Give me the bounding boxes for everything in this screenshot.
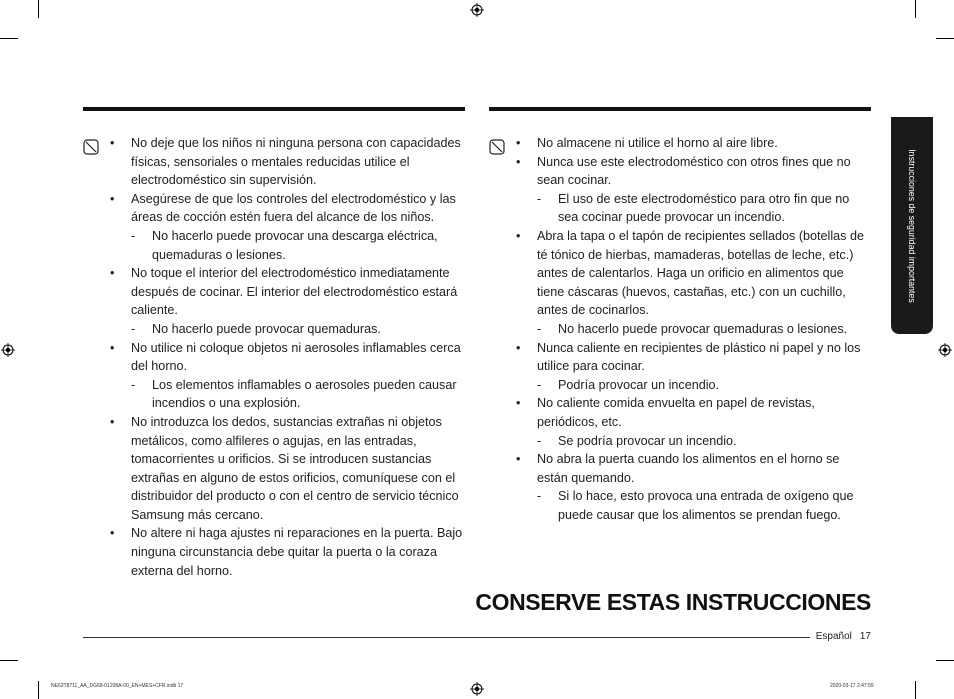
bullet-item [110,190,466,264]
sub-item-text: No hacerlo puede provocar quemaduras o lesiones. [558,321,848,336]
bullet-item [516,339,872,395]
bullet-marker: • [516,452,521,467]
bullet-marker: • [110,266,115,281]
sub-item-text: Si lo hace, esto provoca una entrada de oxígeno que puede causar que los alimentos se prendan fuego. [558,489,854,522]
section-rule-left [83,107,465,111]
bullet-text: Nunca caliente en recipientes de plástico ni papel y no los utilice para cocinar. [537,340,861,374]
registration-mark-icon [470,3,484,17]
bullet-item [110,339,466,413]
sub-item [537,376,872,395]
bullet-marker: • [110,414,115,429]
bullet-text: No deje que los niños ni ninguna persona con capacidades físicas, sensoriales o mentales reducidas utilice el electrodoméstico sin supervisión. [131,136,461,188]
bullet-marker: • [110,191,115,206]
page-heading: CONSERVE ESTAS INSTRUCCIONES [475,589,871,615]
left-bullet-list [110,134,466,580]
dash-marker: - [537,489,542,504]
right-column [516,134,872,524]
sub-item [537,190,872,227]
crop-mark [0,660,18,661]
bullet-text: No utilice ni coloque objetos ni aerosoles inflamables cerca del horno. [131,340,461,374]
crop-mark [0,38,18,39]
bullet-text: Nunca use este electrodoméstico con otros fines que no sean cocinar. [537,154,851,188]
bullet-text: Abra la tapa o el tapón de recipientes sellados (botellas de té tónico de hierbas, mamaderas, botellas de leche, etc.) antes de calentarlos. Haga un orificio en alimentos que tiene cáscaras (huevos, castañas, etc.) con un cuchillo, antes de cocinarlos. [537,228,864,318]
prohibition-icon [83,139,99,155]
bullet-text: No abra la puerta cuando los alimentos en el horno se están quemando. [537,452,840,485]
bullet-item [516,134,872,153]
bullet-item [110,134,466,190]
sub-item [537,487,872,524]
crop-mark [38,0,39,18]
sub-item-text: El uso de este electrodoméstico para otro fin que no sea cocinar puede provocar un incendio. [558,191,850,225]
dash-marker: - [537,191,542,206]
page-number: 17 [859,631,871,642]
sub-item-text: Se podría provocar un incendio. [558,433,737,448]
bullet-text: No almacene ni utilice el horno al aire libre. [537,136,778,150]
dash-marker: - [537,433,542,448]
bullet-text: No toque el interior del electrodoméstico inmediatamente después de cocinar. El interior del electrodoméstico estará caliente. [131,266,458,318]
registration-mark-icon [470,682,484,696]
crop-mark [915,0,916,18]
sub-item-text: Los elementos inflamables o aerosoles pueden causar incendios o una explosión. [152,377,457,411]
right-bullet-list [516,134,872,524]
footer-rule [83,637,810,638]
section-tab-label: Instrucciones de seguridad importantes [907,148,917,303]
dash-marker: - [537,377,542,392]
bullet-marker: • [110,526,115,541]
sub-item-text: No hacerlo puede provocar quemaduras. [152,321,381,336]
bullet-item [110,264,466,338]
prohibition-icon [489,139,505,155]
bullet-marker: • [110,136,115,150]
bullet-marker: • [516,136,521,150]
sub-item [537,432,872,451]
bullet-text: No altere ni haga ajustes ni reparaciones en la puerta. Bajo ninguna circunstancia debe quitar la puerta o la coraza externa del horno. [131,526,463,578]
print-date-info: 2020-03-17 2:47:59 [830,683,874,689]
bullet-item [110,413,466,525]
sub-item [131,227,466,264]
sub-item [537,320,872,339]
page-footer [816,631,871,642]
crop-mark [915,681,916,699]
print-file-info: NE63T8711_AA_DG68-01208A-00_EN+MES+CFR.indb 17 [51,683,184,689]
bullet-text: No introduzca los dedos, sustancias extrañas ni objetos metálicos, como alfileres o agujas, en las entradas, tomacorrientes u orificios. Si se introducen sustancias extrañas en alguno de estos orificios, comuníquese con el distribuidor del producto o con el centro de servicio técnico Samsung más cercano. [131,414,459,522]
bullet-marker: • [516,340,521,355]
sub-item [131,376,466,413]
left-column [110,134,466,580]
footer-language: Español [815,631,852,642]
bullet-marker: • [516,228,521,243]
registration-mark-icon [938,343,952,357]
dash-marker: - [537,321,542,336]
bullet-text: Asegúrese de que los controles del electrodoméstico y las áreas de cocción estén fuera del alcance de los niños. [131,191,456,225]
section-rule-right [489,107,871,111]
dash-marker: - [131,321,136,336]
bullet-marker: • [110,340,115,355]
bullet-item [516,450,872,524]
bullet-item [516,227,872,339]
dash-marker: - [131,228,136,243]
sub-item-text: Podría provocar un incendio. [558,377,720,392]
bullet-text: No caliente comida envuelta en papel de revistas, periódicos, etc. [537,396,815,429]
crop-mark [936,38,954,39]
dash-marker: - [131,377,136,392]
section-tab [891,117,933,334]
sub-item-text: No hacerlo puede provocar una descarga eléctrica, quemaduras o lesiones. [152,228,438,262]
crop-mark [38,681,39,699]
bullet-item [516,394,872,450]
registration-mark-icon [1,343,15,357]
sub-item [131,320,466,339]
bullet-marker: • [516,396,521,411]
bullet-item [516,153,872,227]
bullet-marker: • [516,154,521,169]
crop-mark [936,660,954,661]
bullet-item [110,524,466,580]
